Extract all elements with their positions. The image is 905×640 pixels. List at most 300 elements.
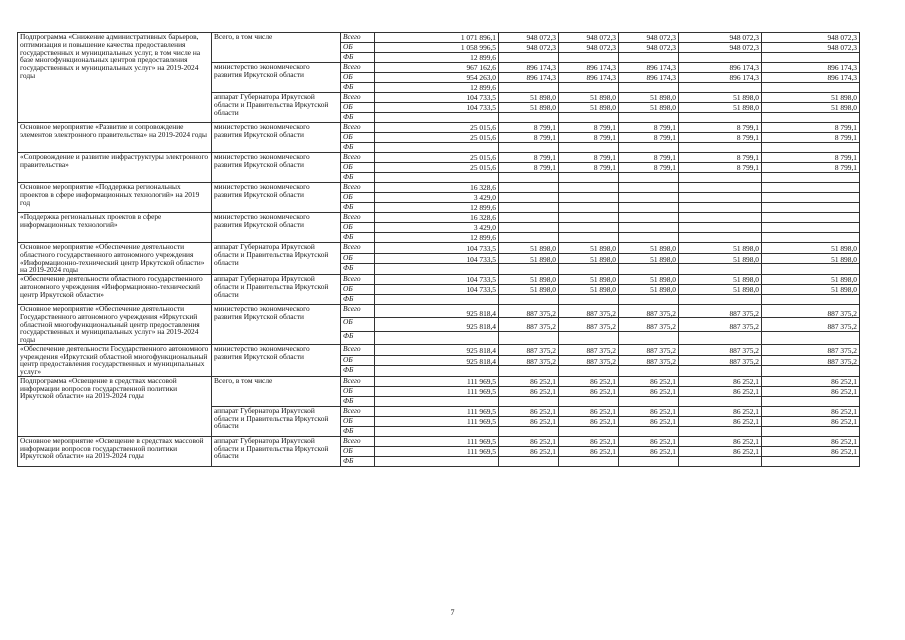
- amount-cell: 8 799,1: [619, 133, 679, 143]
- funding-source-cell: ОБ: [341, 163, 375, 173]
- amount-cell: 86 252,1: [762, 446, 860, 456]
- amount-cell: 887 375,2: [619, 305, 679, 318]
- amount-cell: 86 252,1: [499, 446, 559, 456]
- amount-cell: 51 898,0: [762, 275, 860, 285]
- amount-cell: 896 174,3: [762, 73, 860, 83]
- funding-source-cell: ОБ: [341, 223, 375, 233]
- amount-cell: [762, 426, 860, 436]
- amount-cell: 51 898,0: [499, 243, 559, 254]
- amount-cell: 51 898,0: [679, 253, 762, 264]
- amount-cell: 86 252,1: [499, 386, 559, 396]
- funding-source-cell: Всего: [341, 406, 375, 416]
- amount-cell: 86 252,1: [499, 406, 559, 416]
- amount-cell: 12 899,6: [375, 233, 499, 243]
- executor-cell: министерство экономического развития Иркутской области: [212, 183, 341, 213]
- amount-cell: [619, 183, 679, 193]
- amount-cell: 86 252,1: [679, 376, 762, 386]
- funding-source-cell: ФБ: [341, 331, 375, 344]
- executor-cell: аппарат Губернатора Иркутской области и Правительства Иркутской области: [212, 275, 341, 305]
- amount-cell: 25 015,6: [375, 163, 499, 173]
- amount-cell: 86 252,1: [762, 416, 860, 426]
- table-row: [18, 376, 860, 386]
- amount-cell: 887 375,2: [619, 355, 679, 366]
- amount-cell: 86 252,1: [619, 446, 679, 456]
- amount-cell: 948 072,3: [679, 33, 762, 43]
- amount-cell: [559, 113, 619, 123]
- amount-cell: 8 799,1: [762, 163, 860, 173]
- amount-cell: 111 969,5: [375, 436, 499, 446]
- amount-cell: 896 174,3: [499, 73, 559, 83]
- amount-cell: 925 818,4: [375, 305, 499, 318]
- amount-cell: [762, 193, 860, 203]
- amount-cell: [559, 193, 619, 203]
- funding-source-cell: Всего: [341, 243, 375, 254]
- amount-cell: 86 252,1: [679, 436, 762, 446]
- funding-source-cell: Всего: [341, 344, 375, 355]
- amount-cell: [375, 396, 499, 406]
- amount-cell: [619, 396, 679, 406]
- amount-cell: [499, 264, 559, 275]
- amount-cell: 86 252,1: [679, 386, 762, 396]
- amount-cell: 51 898,0: [619, 93, 679, 103]
- amount-cell: [559, 143, 619, 153]
- amount-cell: 25 015,6: [375, 123, 499, 133]
- funding-source-cell: ФБ: [341, 143, 375, 153]
- amount-cell: [499, 396, 559, 406]
- funding-source-cell: ОБ: [341, 318, 375, 331]
- amount-cell: 86 252,1: [559, 406, 619, 416]
- amount-cell: [762, 366, 860, 377]
- amount-cell: 104 733,5: [375, 243, 499, 254]
- amount-cell: [762, 53, 860, 63]
- amount-cell: 887 375,2: [679, 355, 762, 366]
- amount-cell: 111 969,5: [375, 406, 499, 416]
- amount-cell: 51 898,0: [679, 275, 762, 285]
- funding-source-cell: ФБ: [341, 366, 375, 377]
- amount-cell: 86 252,1: [499, 436, 559, 446]
- amount-cell: 954 263,0: [375, 73, 499, 83]
- amount-cell: [679, 113, 762, 123]
- amount-cell: 896 174,3: [499, 63, 559, 73]
- amount-cell: [499, 203, 559, 213]
- amount-cell: [679, 264, 762, 275]
- amount-cell: [499, 143, 559, 153]
- amount-cell: [375, 295, 499, 305]
- program-name-cell: «Обеспечение деятельности Государственного автономного учреждения «Иркутский областной многофункциональный центр предоставления государственных и муниципальных услуг»: [18, 344, 212, 376]
- amount-cell: 86 252,1: [619, 376, 679, 386]
- amount-cell: 16 328,6: [375, 213, 499, 223]
- table-row: [18, 213, 860, 223]
- amount-cell: [762, 233, 860, 243]
- amount-cell: [762, 83, 860, 93]
- amount-cell: 86 252,1: [619, 386, 679, 396]
- amount-cell: [762, 213, 860, 223]
- amount-cell: [499, 223, 559, 233]
- amount-cell: 925 818,4: [375, 344, 499, 355]
- funding-source-cell: Всего: [341, 213, 375, 223]
- amount-cell: 887 375,2: [762, 305, 860, 318]
- amount-cell: [499, 295, 559, 305]
- amount-cell: [619, 331, 679, 344]
- amount-cell: 51 898,0: [619, 285, 679, 295]
- amount-cell: 887 375,2: [559, 344, 619, 355]
- amount-cell: 887 375,2: [762, 318, 860, 331]
- amount-cell: [559, 213, 619, 223]
- amount-cell: 896 174,3: [679, 73, 762, 83]
- program-name-cell: «Поддержка региональных проектов в сфере информационных технологий»: [18, 213, 212, 243]
- amount-cell: [375, 331, 499, 344]
- amount-cell: 51 898,0: [499, 103, 559, 113]
- amount-cell: 8 799,1: [559, 153, 619, 163]
- amount-cell: [619, 143, 679, 153]
- amount-cell: 8 799,1: [559, 133, 619, 143]
- funding-source-cell: ФБ: [341, 83, 375, 93]
- amount-cell: 948 072,3: [559, 43, 619, 53]
- amount-cell: 1 071 896,1: [375, 33, 499, 43]
- executor-cell: аппарат Губернатора Иркутской области и Правительства Иркутской области: [212, 406, 341, 436]
- amount-cell: [762, 173, 860, 183]
- table-row: [18, 275, 860, 285]
- funding-source-cell: ОБ: [341, 43, 375, 53]
- funding-source-cell: Всего: [341, 123, 375, 133]
- executor-cell: аппарат Губернатора Иркутской области и Правительства Иркутской области: [212, 436, 341, 466]
- amount-cell: [375, 113, 499, 123]
- amount-cell: [499, 366, 559, 377]
- funding-source-cell: ОБ: [341, 285, 375, 295]
- amount-cell: 8 799,1: [559, 123, 619, 133]
- amount-cell: 1 058 996,5: [375, 43, 499, 53]
- amount-cell: [499, 426, 559, 436]
- amount-cell: 887 375,2: [762, 344, 860, 355]
- amount-cell: [679, 143, 762, 153]
- amount-cell: [375, 426, 499, 436]
- funding-source-cell: ОБ: [341, 103, 375, 113]
- amount-cell: [762, 113, 860, 123]
- amount-cell: [559, 53, 619, 63]
- funding-source-cell: Всего: [341, 153, 375, 163]
- amount-cell: [679, 233, 762, 243]
- executor-cell: Всего, в том числе: [212, 376, 341, 406]
- amount-cell: 12 899,6: [375, 203, 499, 213]
- executor-cell: министерство экономического развития Иркутской области: [212, 344, 341, 376]
- amount-cell: 51 898,0: [762, 93, 860, 103]
- amount-cell: [499, 113, 559, 123]
- funding-source-cell: ОБ: [341, 386, 375, 396]
- amount-cell: 887 375,2: [559, 355, 619, 366]
- amount-cell: 948 072,3: [499, 43, 559, 53]
- funding-source-cell: ФБ: [341, 113, 375, 123]
- amount-cell: [762, 264, 860, 275]
- program-name-cell: Основное мероприятие «Развитие и сопровождение элементов электронного правительства» на 2019-2024 годы: [18, 123, 212, 153]
- amount-cell: [559, 223, 619, 233]
- amount-cell: 887 375,2: [559, 305, 619, 318]
- amount-cell: 887 375,2: [499, 355, 559, 366]
- amount-cell: 86 252,1: [762, 376, 860, 386]
- amount-cell: 887 375,2: [619, 318, 679, 331]
- amount-cell: 111 969,5: [375, 446, 499, 456]
- amount-cell: 51 898,0: [559, 275, 619, 285]
- executor-cell: министерство экономического развития Иркутской области: [212, 213, 341, 243]
- amount-cell: [559, 173, 619, 183]
- amount-cell: 8 799,1: [619, 123, 679, 133]
- amount-cell: 8 799,1: [762, 133, 860, 143]
- amount-cell: 51 898,0: [619, 103, 679, 113]
- table-row: [18, 33, 860, 43]
- amount-cell: 51 898,0: [499, 285, 559, 295]
- amount-cell: 887 375,2: [679, 318, 762, 331]
- amount-cell: 86 252,1: [679, 416, 762, 426]
- amount-cell: [762, 183, 860, 193]
- amount-cell: [619, 456, 679, 466]
- amount-cell: 86 252,1: [619, 416, 679, 426]
- executor-cell: Всего, в том числе: [212, 33, 341, 63]
- amount-cell: 12 899,6: [375, 83, 499, 93]
- amount-cell: 887 375,2: [559, 318, 619, 331]
- funding-source-cell: Всего: [341, 93, 375, 103]
- funding-source-cell: ФБ: [341, 53, 375, 63]
- amount-cell: 51 898,0: [619, 253, 679, 264]
- amount-cell: [499, 456, 559, 466]
- amount-cell: 51 898,0: [559, 243, 619, 254]
- amount-cell: 887 375,2: [679, 344, 762, 355]
- amount-cell: [559, 183, 619, 193]
- amount-cell: 948 072,3: [619, 33, 679, 43]
- amount-cell: 104 733,5: [375, 275, 499, 285]
- amount-cell: 86 252,1: [559, 416, 619, 426]
- amount-cell: [499, 53, 559, 63]
- amount-cell: [679, 193, 762, 203]
- table-row: [18, 305, 860, 318]
- table-row: [18, 123, 860, 133]
- amount-cell: [559, 264, 619, 275]
- amount-cell: [762, 456, 860, 466]
- amount-cell: [619, 173, 679, 183]
- amount-cell: 3 429,0: [375, 193, 499, 203]
- funding-source-cell: ФБ: [341, 396, 375, 406]
- amount-cell: [499, 193, 559, 203]
- program-name-cell: «Сопровождение и развитие инфраструктуры электронного правительства»: [18, 153, 212, 183]
- amount-cell: 8 799,1: [499, 163, 559, 173]
- amount-cell: [762, 396, 860, 406]
- amount-cell: 887 375,2: [499, 344, 559, 355]
- executor-cell: министерство экономического развития Иркутской области: [212, 305, 341, 345]
- amount-cell: [559, 83, 619, 93]
- amount-cell: 104 733,5: [375, 285, 499, 295]
- amount-cell: [559, 456, 619, 466]
- page-number: 7: [450, 608, 455, 617]
- funding-source-cell: ОБ: [341, 193, 375, 203]
- funding-source-cell: ФБ: [341, 203, 375, 213]
- funding-source-cell: ФБ: [341, 295, 375, 305]
- amount-cell: [762, 295, 860, 305]
- funding-source-cell: ФБ: [341, 264, 375, 275]
- amount-cell: [499, 233, 559, 243]
- amount-cell: 51 898,0: [619, 243, 679, 254]
- amount-cell: 51 898,0: [762, 243, 860, 254]
- amount-cell: 896 174,3: [679, 63, 762, 73]
- amount-cell: 51 898,0: [679, 243, 762, 254]
- program-name-cell: Основное мероприятие «Обеспечение деятельности Государственного автономного учреждения «Иркутский областной многофункциональный центр предоставления государственных и муниципальных услуг» на 2019-2024 годы: [18, 305, 212, 345]
- amount-cell: 896 174,3: [619, 73, 679, 83]
- amount-cell: 51 898,0: [762, 103, 860, 113]
- amount-cell: 12 899,6: [375, 53, 499, 63]
- amount-cell: [559, 426, 619, 436]
- amount-cell: 86 252,1: [619, 436, 679, 446]
- amount-cell: 8 799,1: [499, 133, 559, 143]
- amount-cell: [619, 53, 679, 63]
- amount-cell: [762, 203, 860, 213]
- amount-cell: 8 799,1: [762, 123, 860, 133]
- amount-cell: 8 799,1: [762, 153, 860, 163]
- amount-cell: [762, 223, 860, 233]
- amount-cell: [619, 223, 679, 233]
- amount-cell: [375, 456, 499, 466]
- amount-cell: 25 015,6: [375, 133, 499, 143]
- amount-cell: [679, 203, 762, 213]
- amount-cell: 25 015,6: [375, 153, 499, 163]
- budget-table: [17, 32, 860, 467]
- amount-cell: 111 969,5: [375, 376, 499, 386]
- funding-source-cell: Всего: [341, 183, 375, 193]
- amount-cell: [619, 83, 679, 93]
- amount-cell: 8 799,1: [619, 153, 679, 163]
- amount-cell: [762, 331, 860, 344]
- amount-cell: [559, 366, 619, 377]
- amount-cell: [679, 213, 762, 223]
- amount-cell: 925 818,4: [375, 355, 499, 366]
- funding-source-cell: Всего: [341, 305, 375, 318]
- amount-cell: 948 072,3: [619, 43, 679, 53]
- amount-cell: 86 252,1: [559, 446, 619, 456]
- amount-cell: [619, 366, 679, 377]
- amount-cell: 896 174,3: [619, 63, 679, 73]
- table-row: [18, 436, 860, 446]
- executor-cell: министерство экономического развития Иркутской области: [212, 153, 341, 183]
- executor-cell: аппарат Губернатора Иркутской области и Правительства Иркутской области: [212, 243, 341, 275]
- amount-cell: [559, 203, 619, 213]
- amount-cell: [619, 203, 679, 213]
- program-name-cell: «Обеспечение деятельности областного государственного автономного учреждения «Информационно-технический центр Иркутской области»: [18, 275, 212, 305]
- amount-cell: 51 898,0: [559, 285, 619, 295]
- funding-source-cell: Всего: [341, 436, 375, 446]
- amount-cell: 51 898,0: [499, 275, 559, 285]
- amount-cell: [499, 173, 559, 183]
- table-row: [18, 243, 860, 254]
- funding-source-cell: ОБ: [341, 355, 375, 366]
- amount-cell: 3 429,0: [375, 223, 499, 233]
- program-name-cell: Подпрограмма «Снижение административных барьеров, оптимизация и повышение качества предоставления государственных и муниципальных услуг, в том числе на базе многофункциональных центров предоставления государственных и муниципальных услуг» на 2019-2024 годы: [18, 33, 212, 123]
- funding-source-cell: Всего: [341, 33, 375, 43]
- amount-cell: [619, 295, 679, 305]
- funding-source-cell: Всего: [341, 63, 375, 73]
- table-row: [18, 183, 860, 193]
- amount-cell: [679, 456, 762, 466]
- amount-cell: 86 252,1: [762, 386, 860, 396]
- funding-source-cell: ФБ: [341, 456, 375, 466]
- amount-cell: 925 818,4: [375, 318, 499, 331]
- amount-cell: 51 898,0: [499, 93, 559, 103]
- amount-cell: 51 898,0: [559, 93, 619, 103]
- amount-cell: [679, 426, 762, 436]
- program-name-cell: Основное мероприятие «Поддержка региональных проектов в сфере информационных технологий» на 2019 год: [18, 183, 212, 213]
- amount-cell: [499, 331, 559, 344]
- amount-cell: 948 072,3: [762, 33, 860, 43]
- amount-cell: 887 375,2: [499, 318, 559, 331]
- amount-cell: 51 898,0: [559, 103, 619, 113]
- amount-cell: 8 799,1: [679, 163, 762, 173]
- amount-cell: [679, 183, 762, 193]
- amount-cell: 51 898,0: [619, 275, 679, 285]
- amount-cell: 51 898,0: [559, 253, 619, 264]
- table-row: [18, 344, 860, 355]
- amount-cell: 8 799,1: [499, 153, 559, 163]
- amount-cell: 86 252,1: [559, 436, 619, 446]
- amount-cell: [559, 233, 619, 243]
- funding-source-cell: Всего: [341, 275, 375, 285]
- amount-cell: 104 733,5: [375, 253, 499, 264]
- amount-cell: 104 733,5: [375, 93, 499, 103]
- amount-cell: 51 898,0: [762, 253, 860, 264]
- amount-cell: [375, 143, 499, 153]
- amount-cell: [619, 233, 679, 243]
- amount-cell: 86 252,1: [499, 376, 559, 386]
- executor-cell: аппарат Губернатора Иркутской области и Правительства Иркутской области: [212, 93, 341, 123]
- amount-cell: [619, 213, 679, 223]
- amount-cell: [679, 366, 762, 377]
- amount-cell: [559, 331, 619, 344]
- amount-cell: [679, 173, 762, 183]
- amount-cell: [679, 331, 762, 344]
- amount-cell: 887 375,2: [679, 305, 762, 318]
- amount-cell: [619, 264, 679, 275]
- funding-source-cell: ОБ: [341, 73, 375, 83]
- amount-cell: [375, 366, 499, 377]
- funding-source-cell: Всего: [341, 376, 375, 386]
- amount-cell: [679, 53, 762, 63]
- amount-cell: 8 799,1: [619, 163, 679, 173]
- amount-cell: 86 252,1: [619, 406, 679, 416]
- funding-source-cell: ОБ: [341, 253, 375, 264]
- amount-cell: 887 375,2: [762, 355, 860, 366]
- amount-cell: 8 799,1: [679, 153, 762, 163]
- amount-cell: 896 174,3: [762, 63, 860, 73]
- amount-cell: [559, 396, 619, 406]
- amount-cell: [679, 295, 762, 305]
- amount-cell: [499, 183, 559, 193]
- amount-cell: 887 375,2: [619, 344, 679, 355]
- program-name-cell: Основное мероприятие «Обеспечение деятельности областного государственного автономного учреждения «Информационно-технический центр Иркутской области» на 2019-2024 годы: [18, 243, 212, 275]
- amount-cell: [619, 113, 679, 123]
- program-name-cell: Подпрограмма «Освещение в средствах массовой информации вопросов государственной политики Иркутской области» на 2019-2024 годы: [18, 376, 212, 436]
- executor-cell: министерство экономического развития Иркутской области: [212, 123, 341, 153]
- amount-cell: 896 174,3: [559, 73, 619, 83]
- amount-cell: 111 969,5: [375, 416, 499, 426]
- amount-cell: 8 799,1: [499, 123, 559, 133]
- amount-cell: [679, 396, 762, 406]
- amount-cell: [619, 426, 679, 436]
- funding-source-cell: ФБ: [341, 426, 375, 436]
- funding-source-cell: ФБ: [341, 173, 375, 183]
- amount-cell: 51 898,0: [679, 93, 762, 103]
- amount-cell: 111 969,5: [375, 386, 499, 396]
- amount-cell: 51 898,0: [679, 103, 762, 113]
- amount-cell: 86 252,1: [559, 376, 619, 386]
- amount-cell: 51 898,0: [679, 285, 762, 295]
- amount-cell: 8 799,1: [559, 163, 619, 173]
- amount-cell: 8 799,1: [679, 123, 762, 133]
- amount-cell: [679, 223, 762, 233]
- amount-cell: [499, 213, 559, 223]
